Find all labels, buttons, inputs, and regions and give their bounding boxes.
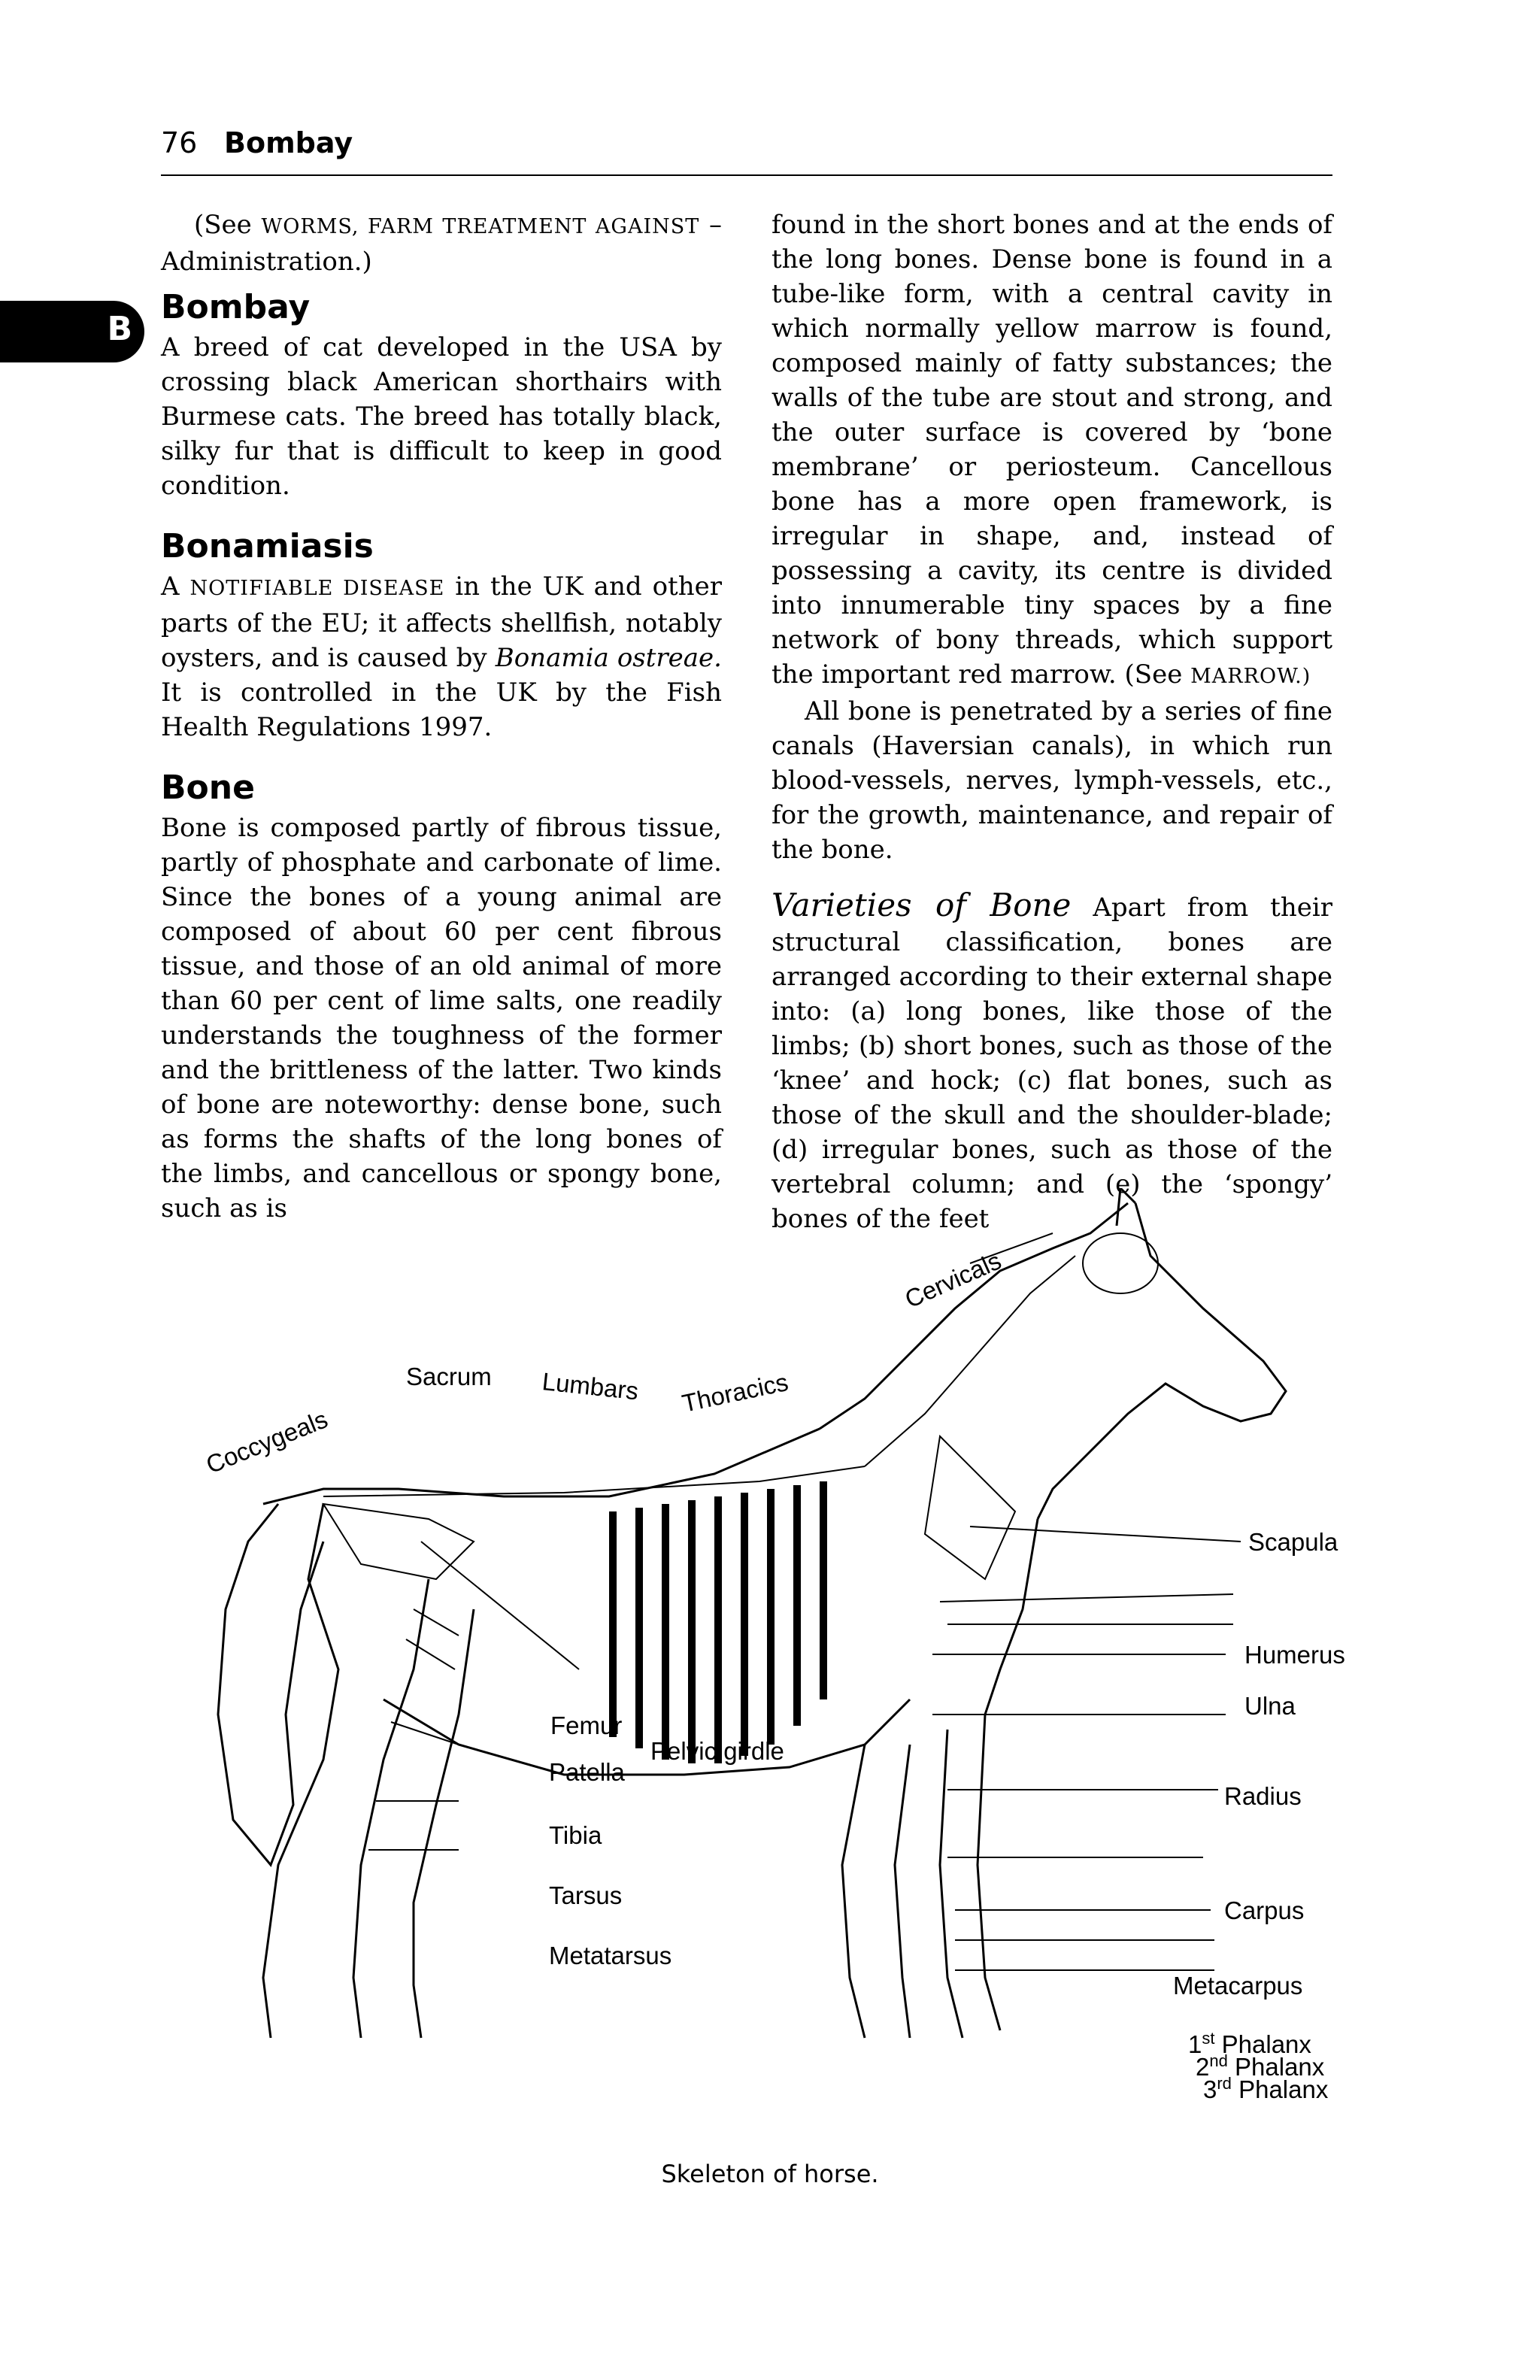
label-patella: Patella [549, 1758, 625, 1786]
label-coccygeals: Coccygeals [202, 1405, 332, 1479]
left-column [161, 208, 722, 1226]
label-metatarsus: Metatarsus [549, 1942, 672, 1969]
label-leader-lines [368, 1233, 1241, 1970]
running-title: Bombay [224, 126, 353, 159]
bone-text-continued: found in the short bones and at the ends of the long bones. Dense bone is found in a tube-like form, with a central cavity in which normally yellow marrow is found, composed mainly of fatty substances; the walls of the tube are stout and strong, and the outer surface is covered by ‘bone membrane’ or periosteum. Cancellous bone has a more open framework, is irregular in shape, and, instead of possessing a cavity, its centre is divided into innumerable tiny spaces by a fine network of bony threads, which support the important red marrow. (See MARROW.) [772, 210, 1332, 690]
label-thoracics: Thoracics [679, 1367, 791, 1417]
right-column [772, 208, 1332, 1236]
label-humerus: Humerus [1244, 1641, 1345, 1669]
label-1st-phalanx: 1st Phalanx [1188, 2029, 1311, 2058]
entry-heading-bombay: Bombay [161, 288, 311, 326]
cross-reference[interactable]: MARROW.) [1190, 665, 1311, 688]
page-number: 76 [161, 126, 198, 159]
label-carpus: Carpus [1224, 1896, 1305, 1924]
horse-skeleton-figure [188, 1188, 1361, 2113]
label-scapula: Scapula [1248, 1528, 1338, 1556]
label-2nd-phalanx: 2nd Phalanx [1196, 2051, 1325, 2081]
see-also-note: (See WORMS, FARM TREATMENT AGAINST – Administration.) [161, 210, 722, 277]
label-lumbars: Lumbars [541, 1367, 640, 1405]
entry-text-bone: Bone is composed partly of fibrous tissue, partly of phosphate and carbonate of lime. Since the bones of a young animal are composed of about 60 per cent fibrous tissue, and those of an old animal of more than 60 per cent of lime salts, one readily understands the toughness of the former and the brittleness of the latter. Two kinds of bone are noteworthy: dense bone, such as forms the shafts of the long bones of the limbs, and cancellous or spongy bone, such as is [161, 813, 722, 1223]
label-radius: Radius [1224, 1782, 1302, 1810]
label-sacrum: Sacrum [406, 1363, 492, 1390]
entry-text-bonamiasis: A NOTIFIABLE DISEASE in the UK and other parts of the EU; it affects shellfish, notably oysters, and is caused by Bonamia ostreae. It is controlled in the UK by the Fish Health Regulations 1997. [161, 572, 722, 742]
label-ulna: Ulna [1244, 1692, 1296, 1720]
cross-reference[interactable]: NOTIFIABLE DISEASE [189, 577, 445, 600]
entry-heading-bonamiasis: Bonamiasis [161, 527, 374, 565]
label-3rd-phalanx: 3rd Phalanx [1203, 2074, 1329, 2103]
cross-reference[interactable]: WORMS, FARM TREATMENT AGAINST [261, 215, 700, 238]
rib-cage [609, 1481, 827, 1763]
label-femur: Femur [550, 1711, 623, 1739]
section-tab [0, 301, 144, 362]
species-name: Bonamia ostreae. [495, 643, 722, 673]
entry-heading-bone: Bone [161, 769, 255, 807]
label-metacarpus: Metacarpus [1173, 1972, 1303, 2000]
label-tarsus: Tarsus [549, 1881, 623, 1909]
haversian-paragraph: All bone is penetrated by a series of fine canals (Haversian canals), in which run blood-vessels, nerves, lymph-vessels, etc., for the growth, maintenance, and repair of the bone. [772, 696, 1332, 865]
label-pelvic-girdle: Pelvic girdle [650, 1737, 784, 1765]
varieties-paragraph: Varieties of Bone Apart from their structural classification, bones are arranged according to their external shape into: (a) long bones, like those of the limbs; (b) short bones, such as those of the ‘knee’ and hock; (c) flat bones, such as those of the skull and the shoulder-blade; (d) irregular bones, such as those of the vertebral column; and (e) the ‘spongy’ bones of the feet [772, 887, 1332, 1234]
subheading-varieties: Varieties of Bone [772, 887, 1072, 923]
figure-caption: Skeleton of horse. [661, 2160, 879, 2188]
label-cervicals: Cervicals [900, 1246, 1005, 1314]
label-tibia: Tibia [549, 1821, 602, 1849]
section-tab-letter: B [107, 310, 132, 348]
running-header [161, 126, 1332, 176]
entry-text-bombay: A breed of cat developed in the USA by crossing black American shorthairs with Burmese cats. The breed has totally black, silky fur that is difficult to keep in good condition. [161, 332, 722, 501]
